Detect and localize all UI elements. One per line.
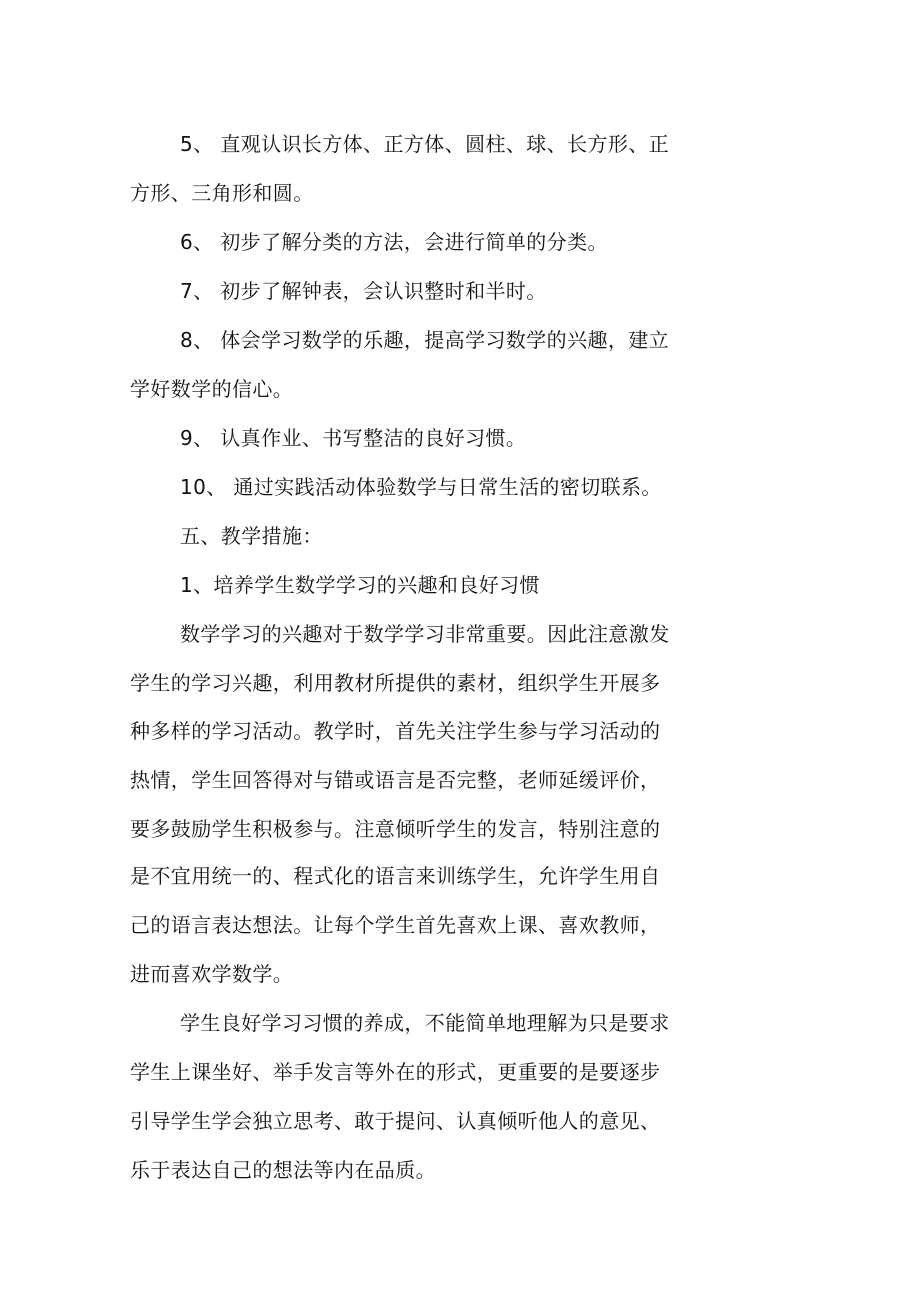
text-line: 9、 认真作业、书写整洁的良好习惯。 [180,426,527,450]
subsection-heading: 1、培养学生数学学习的兴趣和良好习惯 [180,573,540,597]
text-line: 学生良好学习习惯的养成，不能简单地理解为只是要求 [180,1011,670,1035]
text-line: 10、 通过实践活动体验数学与日常生活的密切联系。 [180,475,662,499]
text-line: 种多样的学习活动。教学时，首先关注学生参与学习活动的 [130,719,661,743]
text-line: 数学学习的兴趣对于数学学习非常重要。因此注意激发 [180,622,670,646]
text-line: 8、 体会学习数学的乐趣，提高学习数学的兴趣，建立 [180,328,670,352]
text-line: 进而喜欢学数学。 [130,962,294,986]
text-line: 要多鼓励学生积极参与。注意倾听学生的发言，特别注意的 [130,817,661,841]
text-line: 7、 初步了解钟表，会认识整时和半时。 [180,279,547,303]
text-line: 乐于表达自己的想法等内在品质。 [130,1158,436,1182]
text-line: 学生的学习兴趣，利用教材所提供的素材，组织学生开展多 [130,671,661,695]
text-line: 方形、三角形和圆。 [130,181,314,205]
section-heading: 五、教学措施： [180,524,323,548]
text-line: 6、 初步了解分类的方法，会进行简单的分类。 [180,230,608,254]
text-line: 学好数学的信心。 [130,377,294,401]
text-line: 热情，学生回答得对与错或语言是否完整，老师延缓评价， [130,768,661,792]
text-line: 学生上课坐好、举手发言等外在的形式，更重要的是要逐步 [130,1060,661,1084]
text-line: 5、 直观认识长方体、正方体、圆柱、球、长方形、正 [180,132,670,156]
text-line: 引导学生学会独立思考、敢于提问、认真倾听他人的意见、 [130,1109,661,1133]
text-line: 己的语言表达想法。让每个学生首先喜欢上课、喜欢教师， [130,913,661,937]
text-line: 是不宜用统一的、程式化的语言来训练学生，允许学生用自 [130,864,661,888]
